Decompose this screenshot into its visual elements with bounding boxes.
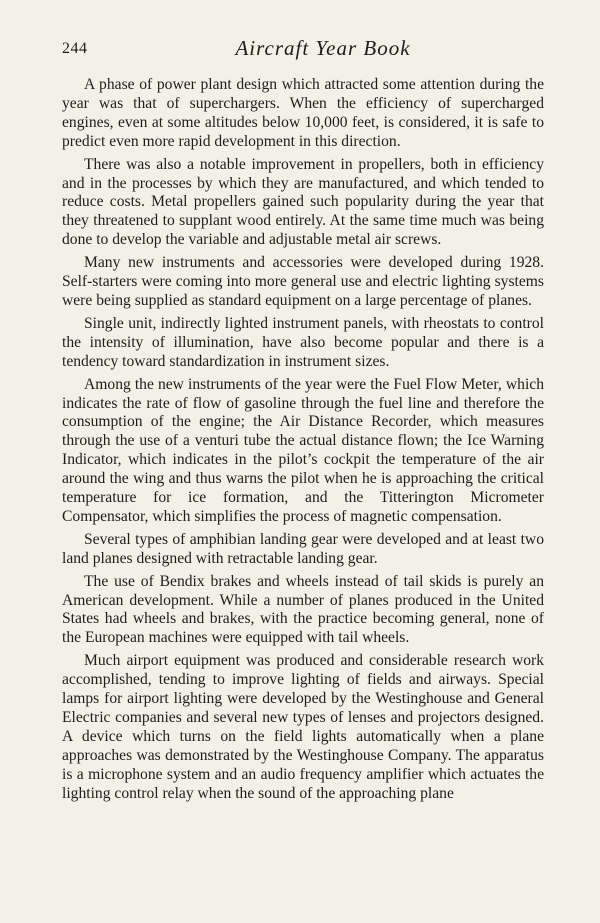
paragraph-instrument-panels: Single unit, indirectly lighted instrument panels, with rheostats to control the intensity of illumination, have also become popular and there is a tendency toward standardization in instrument sizes. xyxy=(62,314,544,370)
paragraph-landing-gear: Several types of amphibian landing gear were developed and at least two land planes designed with retractable landing gear. xyxy=(62,530,544,567)
page-number: 244 xyxy=(62,40,88,57)
paragraph-instruments-accessories: Many new instruments and accessories were developed during 1928. Self-starters were coming into more general use and electric lighting systems were being supplied as standard equipment on a large percentage of planes. xyxy=(62,254,544,309)
paragraph-airport-equipment: Much airport equipment was produced and considerable research work accomplished, tending to improve lighting of fields and airways. Special lamps for airport lighting were developed by the Westinghouse and General Electric companies and several new types of lenses and projectors designed. A device which turns on the field lights automatically when a plane approaches was demonstrated by the Westinghouse Company. The apparatus is a microphone system and an audio frequency amplifier which actuates the lighting control relay when the sound of the approaching plane xyxy=(62,652,544,802)
paragraph-superchargers: A phase of power plant design which attracted some attention during the year was that of superchargers. When the efficiency of supercharged engines, even at some altitudes below 10,000 feet, is considered, it is safe to predict even more rapid development in this direction. xyxy=(62,76,544,150)
page-header xyxy=(62,38,544,72)
paragraph-bendix-brakes: The use of Bendix brakes and wheels instead of tail skids is purely an American development. While a number of planes produced in the United States had wheels and brakes, with the practice becoming general, none of the European machines were equipped with tail wheels. xyxy=(62,572,544,647)
paragraph-propellers: There was also a notable improvement in propellers, both in efficiency and in the processes by which they are manufactured, and which tended to reduce costs. Metal propellers gained such popularity during the year that they threatened to supplant wood entirely. At the same time much was being done to develop the variable and adjustable metal air screws. xyxy=(62,155,544,249)
running-title: Aircraft Year Book xyxy=(235,36,411,60)
body-text xyxy=(62,76,544,804)
paragraph-new-instruments: Among the new instruments of the year were the Fuel Flow Meter, which indicates the rate of flow of gasoline through the fuel line and therefore the consumption of the engine; the Air Distance Recorder, which measures through the use of a venturi tube the actual distance flown; the Ice Warning Indicator, which indicates in the pilot’s cockpit the temperature of the air around the wing and thus warns the pilot when he is approaching the critical temperature for ice formation, and the Titterington Micrometer Compensator, which simplifies the process of magnetic compensation. xyxy=(62,375,544,525)
